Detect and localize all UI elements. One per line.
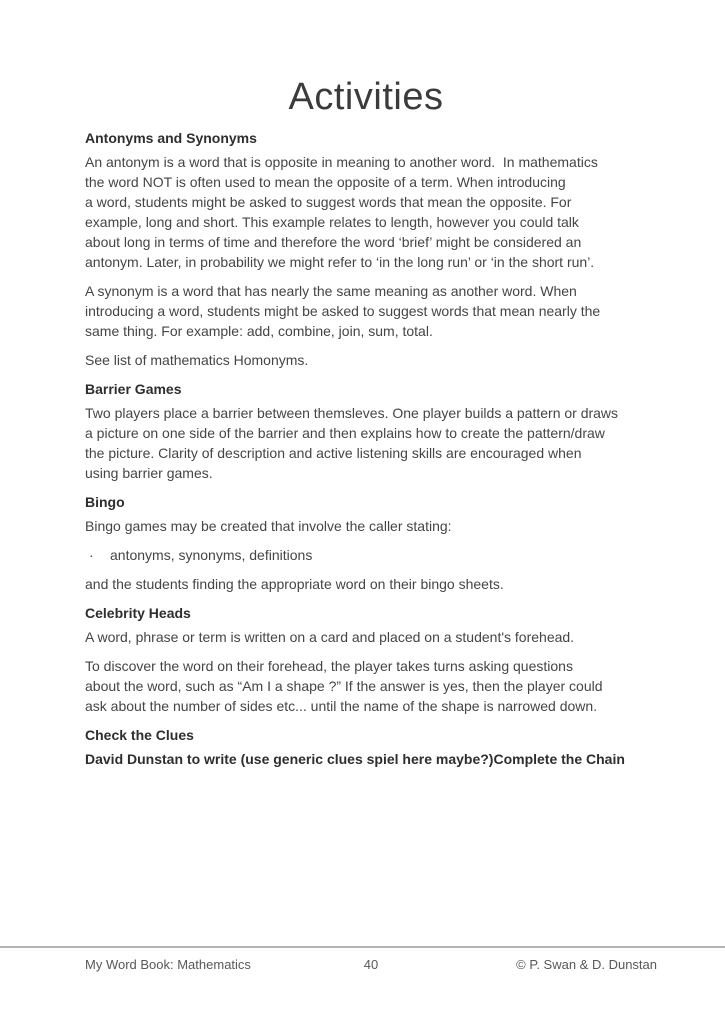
celebrity-heads-paragraph-2: To discover the word on their forehead, the player takes turns asking questions about the word, such as “Am I a shape ?” If the answer is yes, then the player could ask about the number of sides etc... until the name of the shape is narrowed down.	[85, 658, 603, 714]
page-title: Activities	[288, 76, 444, 118]
footer-page-number: 40	[363, 957, 379, 972]
footer-book-title: My Word Book: Mathematics	[85, 957, 251, 972]
section-heading-check-the-clues: Check the Clues	[85, 727, 194, 743]
section-heading-antonyms-and-synonyms: Antonyms and Synonyms	[85, 130, 257, 146]
bullet-item-text: antonyms, synonyms, definitions	[110, 547, 313, 563]
section-heading-barrier-games: Barrier Games	[85, 381, 182, 397]
bingo-outro: and the students finding the appropriate word on their bingo sheets.	[85, 576, 504, 592]
antonyms-see-note: See list of mathematics Homonyms.	[85, 352, 309, 368]
section-heading-bingo: Bingo	[85, 494, 125, 510]
footer-copyright: © P. Swan & D. Dunstan	[516, 957, 657, 972]
antonyms-paragraph-1: An antonym is a word that is opposite in meaning to another word. In mathematics the word NOT is often used to mean the opposite of a term. When introducing a word, students might be asked to suggest words that mean the opposite. For example, long and short. This example relates to length, however you could talk about long in terms of time and therefore the word ‘brief’ might be considered an antonym. Later, in probability we might refer to ‘in the long run’ or ‘in the short run’.	[85, 154, 598, 270]
bullet-icon: ·	[89, 547, 94, 563]
antonyms-paragraph-2: A synonym is a word that has nearly the same meaning as another word. When introducing a word, students might be asked to suggest words that mean nearly the same thing. For example: add, combine, join, sum, total.	[85, 283, 601, 339]
barrier-games-paragraph: Two players place a barrier between themsleves. One player builds a pattern or draws a picture on one side of the barrier and then explains how to create the pattern/draw the picture. Clarity of description and active listening skills are encouraged when using barrier games.	[85, 405, 619, 481]
footer-divider	[0, 946, 725, 948]
section-heading-celebrity-heads: Celebrity Heads	[85, 605, 191, 621]
bingo-bullet-item	[85, 545, 647, 565]
celebrity-heads-paragraph-1: A word, phrase or term is written on a card and placed on a student's forehead.	[85, 629, 575, 645]
bingo-intro: Bingo games may be created that involve the caller stating:	[85, 518, 452, 534]
page-content	[85, 0, 647, 778]
check-the-clues-note: David Dunstan to write (use generic clues spiel here maybe?)Complete the Chain	[85, 751, 625, 767]
footer	[85, 955, 657, 975]
